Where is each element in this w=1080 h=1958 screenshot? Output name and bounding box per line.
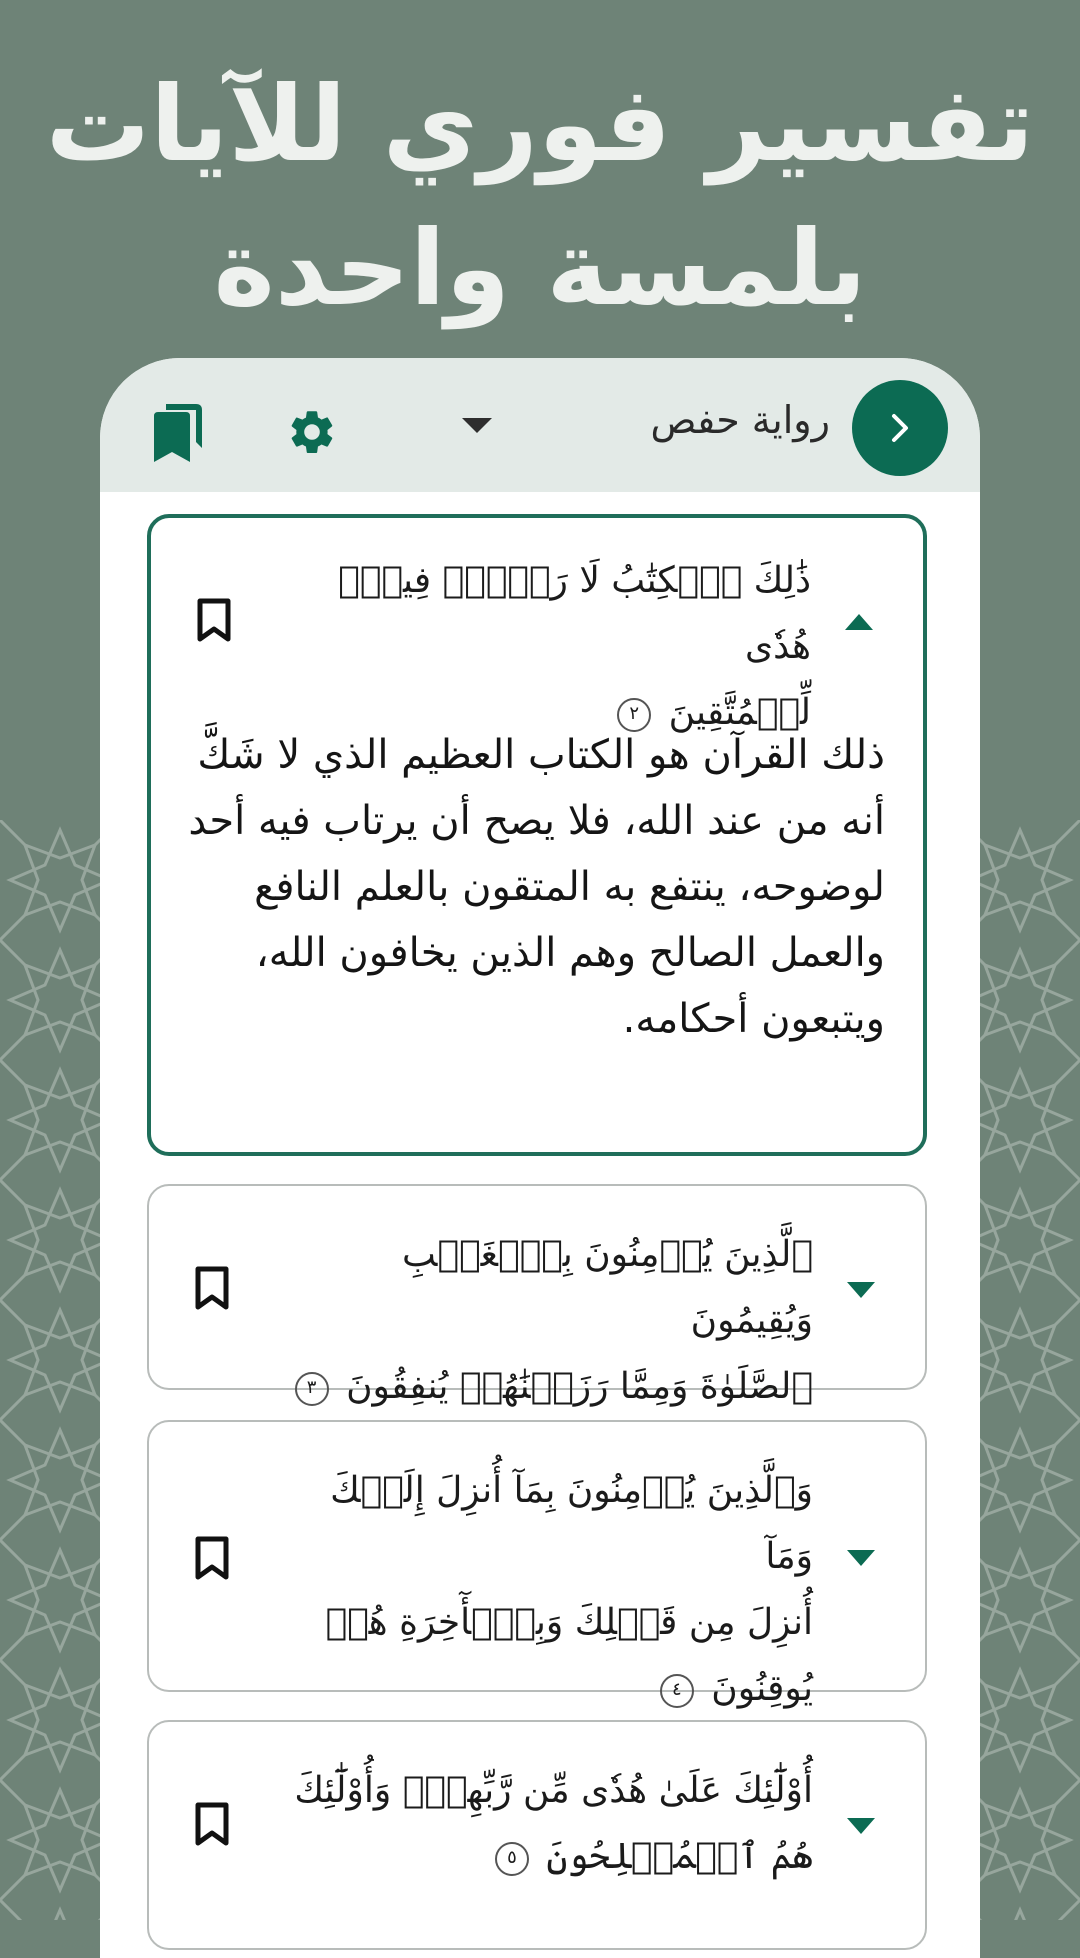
bookmark-icon[interactable] (197, 598, 231, 642)
collapse-caret-icon[interactable] (845, 614, 873, 630)
verse-line-text: ٱلصَّلَوٰةَ وَمِمَّا رَزَقۡنَٰهُمۡ يُنفِقُونَ (346, 1366, 813, 1407)
verse-line: ٱلَّذِينَ يُؤۡمِنُونَ بِٱلۡغَيۡبِ وَيُقِيمُونَ (402, 1234, 813, 1341)
verse-line: وَٱلَّذِينَ يُؤۡمِنُونَ بِمَآ أُنزِلَ إِلَيۡكَ وَمَآ (330, 1470, 813, 1577)
verse-number: ٢ (617, 698, 651, 732)
verse-line (293, 1354, 813, 1420)
dropdown-arrow-icon[interactable] (462, 418, 492, 434)
verse-card-expanded[interactable] (147, 514, 927, 1156)
verse-card[interactable] (147, 1420, 927, 1709)
app-screen (100, 358, 980, 1958)
bookmark-icon[interactable] (195, 1802, 229, 1846)
verse-text (293, 1758, 813, 1890)
chevron-right-icon (880, 408, 920, 448)
verse-line: ذَٰلِكَ ٱلۡكِتَٰبُ لَا رَيۡبَۛ فِيهِۛ هُدٗى (338, 560, 811, 667)
verse-number: ٥ (495, 1842, 529, 1876)
verse-line: أُوْلَٰٓئِكَ عَلَىٰ هُدٗى مِّن رَّبِّهِمۡۖ وَأُوْلَٰٓئِكَ (294, 1770, 813, 1811)
expand-caret-icon[interactable] (847, 1282, 875, 1298)
verse-number: ٣ (295, 1372, 329, 1406)
verse-line (293, 1824, 813, 1890)
verse-line-text: يُوقِنُونَ (711, 1668, 813, 1709)
bookmark-icon[interactable] (195, 1266, 229, 1310)
verse-line (293, 1656, 813, 1722)
gear-icon[interactable] (286, 406, 338, 458)
expand-caret-icon[interactable] (847, 1818, 875, 1834)
verse-number: ٤ (660, 1674, 694, 1708)
verse-text (293, 1222, 813, 1420)
verse-card[interactable] (147, 1720, 927, 1950)
verse-line-text: لِّلۡمُتَّقِينَ (668, 692, 811, 733)
expand-caret-icon[interactable] (847, 1550, 875, 1566)
back-button[interactable] (852, 380, 948, 476)
verse-line-text: هُمُ ٱلۡمُفۡلِحُونَ (546, 1836, 813, 1877)
riwaya-selector[interactable]: رواية حفص (650, 398, 830, 442)
tafsir-text: ذلك القرآن هو الكتاب العظيم الذي لا شَكَّ أنه من عند الله، فلا يصح أن يرتاب فيه أحد لوضوحه، ينتفع به المتقون بالعلم النافع والعمل الصالح وهم الذين يخافون الله، ويتبعون أحكامه. (188, 732, 885, 1042)
verse-card[interactable] (147, 1184, 927, 1407)
toolbar (100, 358, 980, 492)
verse-line: أُنزِلَ مِن قَبۡلِكَ وَبِٱلۡأٓخِرَةِ هُمۡ (325, 1602, 813, 1643)
verse-text (291, 548, 811, 746)
headline (0, 52, 1080, 340)
bookmarks-icon[interactable] (150, 404, 202, 462)
bookmark-icon[interactable] (195, 1536, 229, 1580)
verse-text (293, 1458, 813, 1722)
headline-line-2: بلمسة واحدة (213, 207, 867, 329)
headline-line-1: تفسير فوري للآيات (45, 63, 1035, 185)
